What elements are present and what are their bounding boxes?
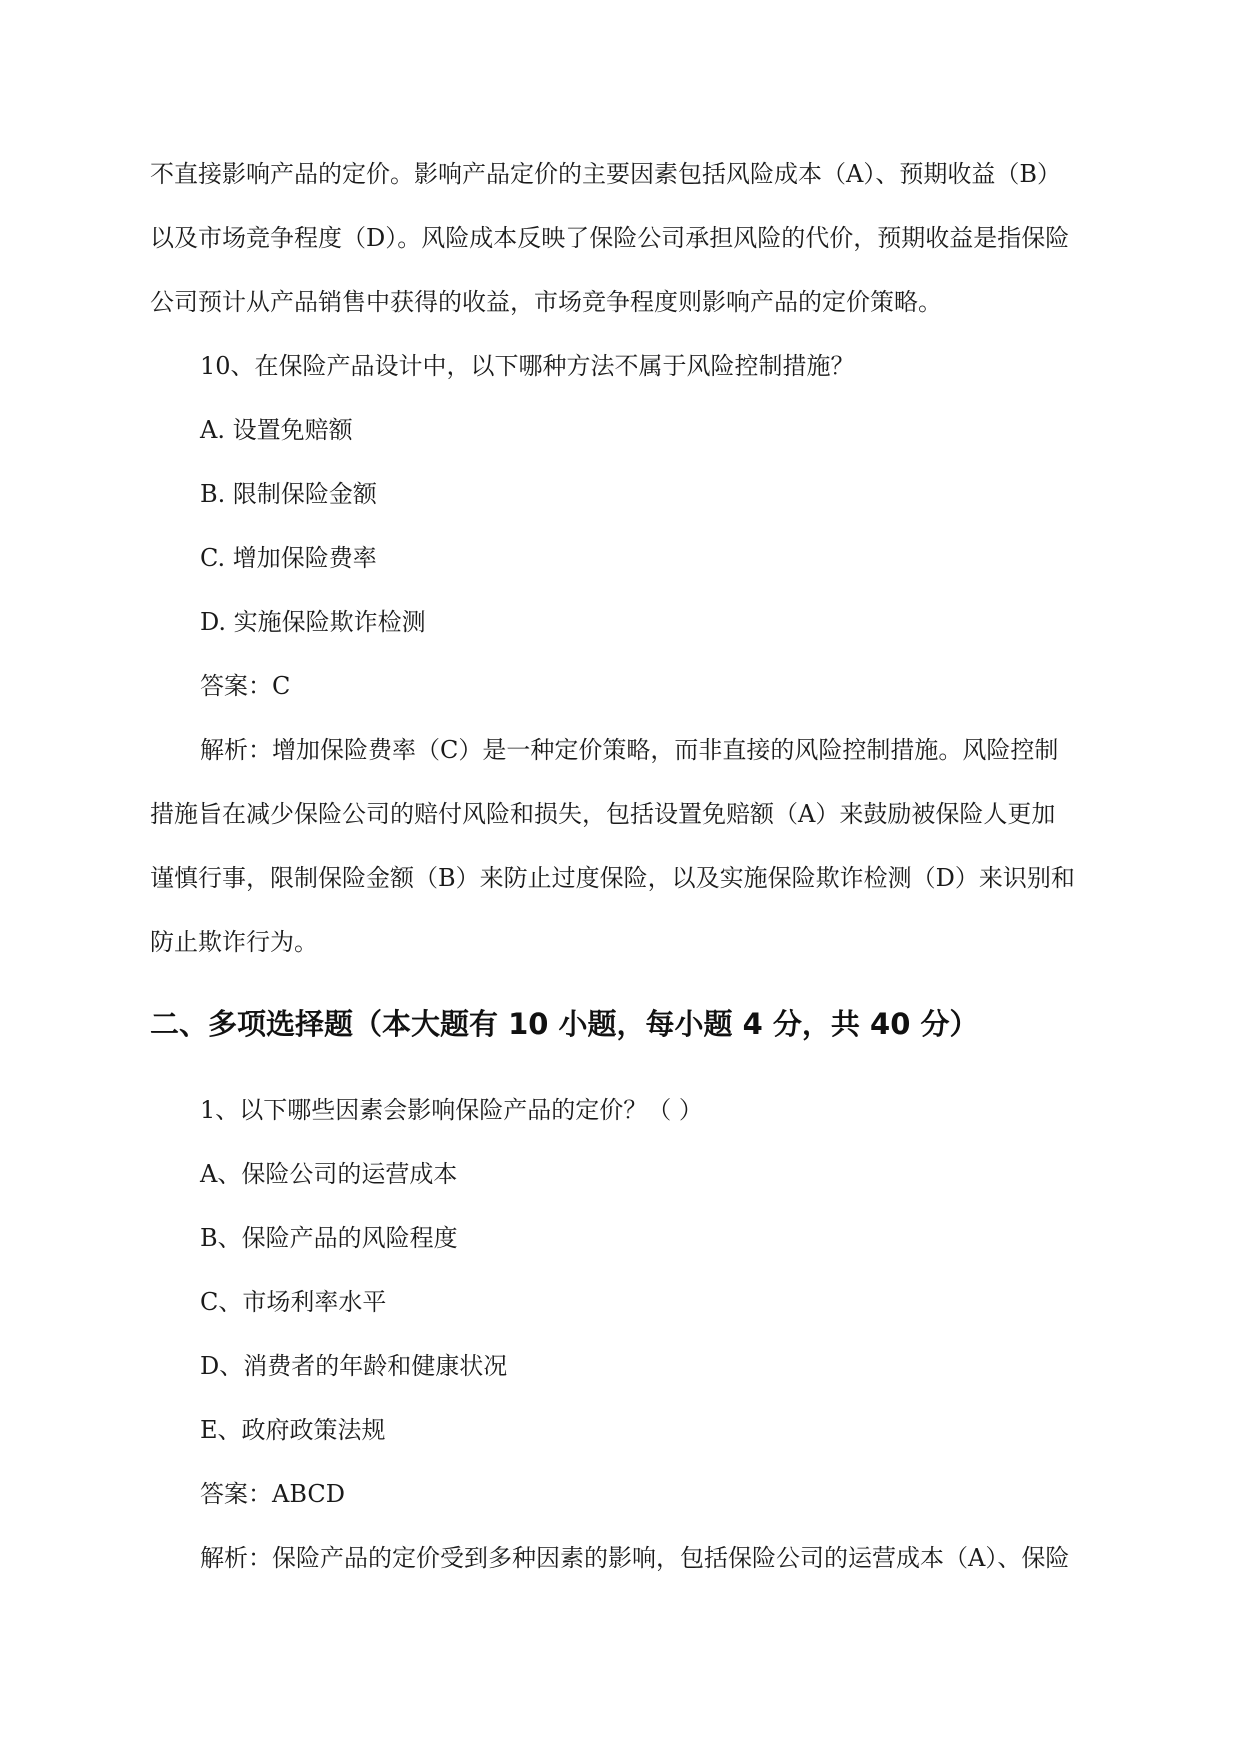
question-1	[150, 1078, 1095, 1590]
intro-line: 公司预计从产品销售中获得的收益，市场竞争程度则影响产品的定价策略。	[150, 288, 942, 316]
document-page	[150, 142, 1095, 1590]
option-b: B、保险产品的风险程度	[200, 1224, 458, 1252]
question-stem: 1、以下哪些因素会影响保险产品的定价？（ ）	[200, 1096, 703, 1124]
option-d: D. 实施保险欺诈检测	[200, 608, 426, 636]
analysis-line: 措施旨在减少保险公司的赔付风险和损失，包括设置免赔额（A）来鼓励被保险人更加	[150, 800, 1056, 828]
answer-line: 答案：C	[200, 672, 291, 700]
analysis-line: 解析：增加保险费率（C）是一种定价策略，而非直接的风险控制措施。风险控制	[200, 736, 1059, 764]
intro-paragraph	[150, 142, 1095, 334]
analysis-paragraph	[150, 718, 1095, 974]
option-d: D、消费者的年龄和健康状况	[200, 1352, 508, 1380]
option-a: A. 设置免赔额	[200, 416, 353, 444]
option-b: B. 限制保险金额	[200, 480, 377, 508]
analysis-line: 解析：保险产品的定价受到多种因素的影响，包括保险公司的运营成本（A）、保险	[200, 1544, 1070, 1572]
intro-line: 不直接影响产品的定价。影响产品定价的主要因素包括风险成本（A）、预期收益（B）	[150, 160, 1061, 188]
section-heading: 二、多项选择题（本大题有 10 小题，每小题 4 分，共 40 分）	[150, 1007, 979, 1041]
option-a: A、保险公司的运营成本	[200, 1160, 458, 1188]
option-c: C. 增加保险费率	[200, 544, 377, 572]
question-stem: 10、在保险产品设计中，以下哪种方法不属于风险控制措施？	[200, 352, 855, 380]
analysis-line: 防止欺诈行为。	[150, 928, 318, 956]
answer-line: 答案：ABCD	[200, 1480, 346, 1508]
option-e: E、政府政策法规	[200, 1416, 386, 1444]
question-10	[150, 334, 1095, 974]
option-c: C、市场利率水平	[200, 1288, 387, 1316]
analysis-line: 谨慎行事，限制保险金额（B）来防止过度保险，以及实施保险欺诈检测（D）来识别和	[150, 864, 1075, 892]
intro-line: 以及市场竞争程度（D）。风险成本反映了保险公司承担风险的代价，预期收益是指保险	[150, 224, 1070, 252]
